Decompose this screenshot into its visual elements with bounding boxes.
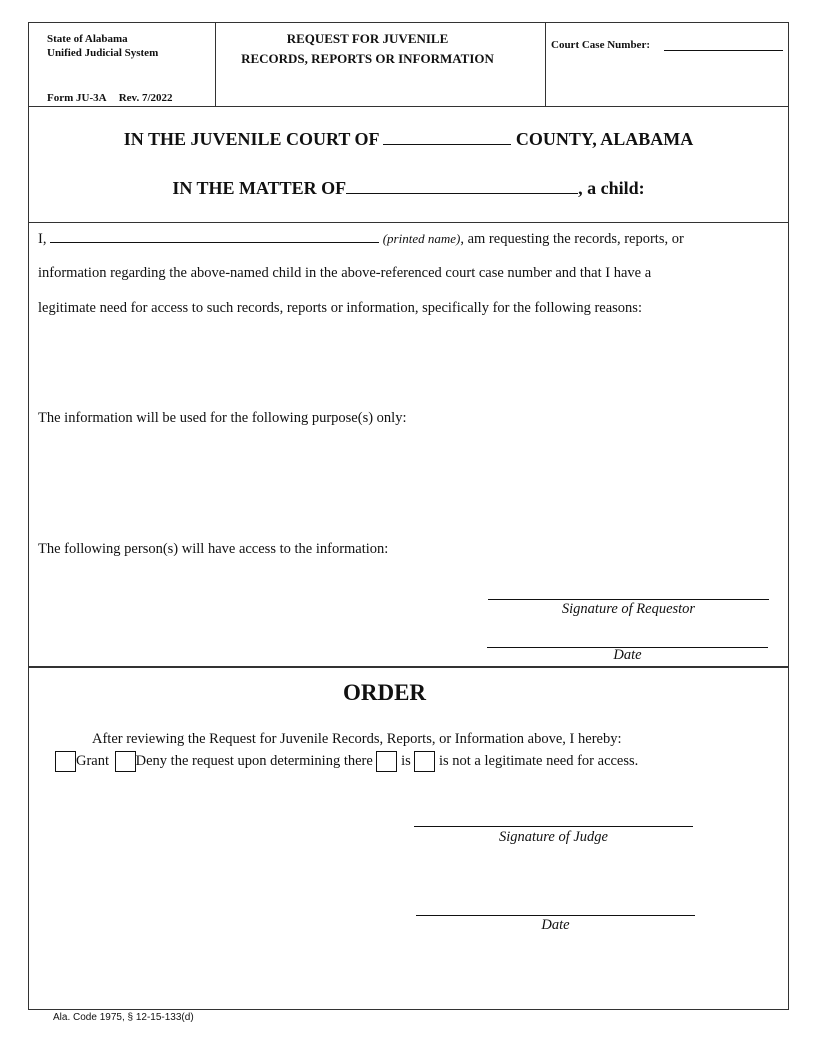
- matter-prefix: IN THE MATTER OF: [172, 178, 347, 198]
- judge-signature-label: Signature of Judge: [499, 829, 608, 845]
- request-line-1: [38, 230, 684, 248]
- matter-suffix: , a child:: [578, 178, 645, 198]
- agency-line-1: State of Alabama: [47, 33, 128, 45]
- request-line-1-end: , am requesting the records, reports, or: [460, 231, 684, 247]
- court-suffix: COUNTY, ALABAMA: [515, 129, 694, 149]
- header-divider-right: [545, 22, 546, 106]
- requestor-signature-label: Signature of Requestor: [561, 601, 696, 617]
- order-divider: [28, 666, 789, 668]
- printed-name-hint: (printed name): [382, 231, 461, 246]
- grant-label: Grant: [76, 752, 110, 769]
- purpose-field[interactable]: [38, 432, 778, 532]
- form-title: [215, 29, 520, 69]
- grant-checkbox[interactable]: [55, 751, 76, 772]
- header-divider: [28, 106, 789, 107]
- judge-date-line[interactable]: [416, 915, 695, 916]
- purpose-label: The information will be used for the following purpose(s) only:: [38, 410, 407, 426]
- caption-divider: [28, 222, 789, 223]
- request-line-1-start: I,: [38, 231, 47, 247]
- is-checkbox[interactable]: [376, 751, 397, 772]
- form-title-line-2: RECORDS, REPORTS OR INFORMATION: [241, 51, 494, 66]
- order-intro: After reviewing the Request for Juvenile Records, Reports, or Information above, I hereby:: [92, 731, 622, 747]
- request-line-3: legitimate need for access to such records, reports or information, specifically for the following reasons:: [38, 300, 642, 316]
- court-prefix: IN THE JUVENILE COURT OF: [123, 129, 379, 149]
- agency-name: [47, 32, 158, 60]
- form-title-line-1: REQUEST FOR JUVENILE: [286, 31, 449, 46]
- requestor-date-label: Date: [613, 647, 642, 663]
- is-not-checkbox[interactable]: [414, 751, 435, 772]
- child-name-input[interactable]: [346, 179, 578, 194]
- matter-caption: [28, 178, 789, 199]
- request-line-2: information regarding the above-named child in the above-referenced court case number and that I have a: [38, 265, 652, 281]
- is-not-label: is not a legitimate need for access.: [438, 752, 639, 769]
- order-title: ORDER: [342, 680, 427, 705]
- judge-signature-line[interactable]: [414, 826, 693, 827]
- order-decision-line: [55, 751, 638, 772]
- case-number-field: [551, 38, 650, 52]
- case-number-input[interactable]: [664, 50, 783, 51]
- court-caption: [28, 129, 789, 150]
- form-number: Form JU-3A: [47, 92, 106, 104]
- requestor-signature-line[interactable]: [488, 599, 769, 600]
- case-number-label: Court Case Number:: [551, 39, 650, 51]
- deny-label: Deny the request upon determining there: [135, 752, 373, 769]
- deny-checkbox[interactable]: [115, 751, 136, 772]
- form-revision: Rev. 7/2022: [118, 92, 173, 104]
- is-label: is: [401, 752, 411, 769]
- requestor-name-input[interactable]: [50, 230, 379, 243]
- county-input[interactable]: [383, 130, 511, 145]
- judge-date-label: Date: [541, 917, 570, 933]
- reasons-field[interactable]: [38, 322, 778, 402]
- persons-label: The following person(s) will have access to the information:: [38, 541, 389, 557]
- agency-line-2: Unified Judicial System: [47, 47, 159, 59]
- persons-field[interactable]: [38, 562, 478, 652]
- statute-citation: Ala. Code 1975, § 12-15-133(d): [53, 1012, 194, 1023]
- form-id: [47, 91, 173, 105]
